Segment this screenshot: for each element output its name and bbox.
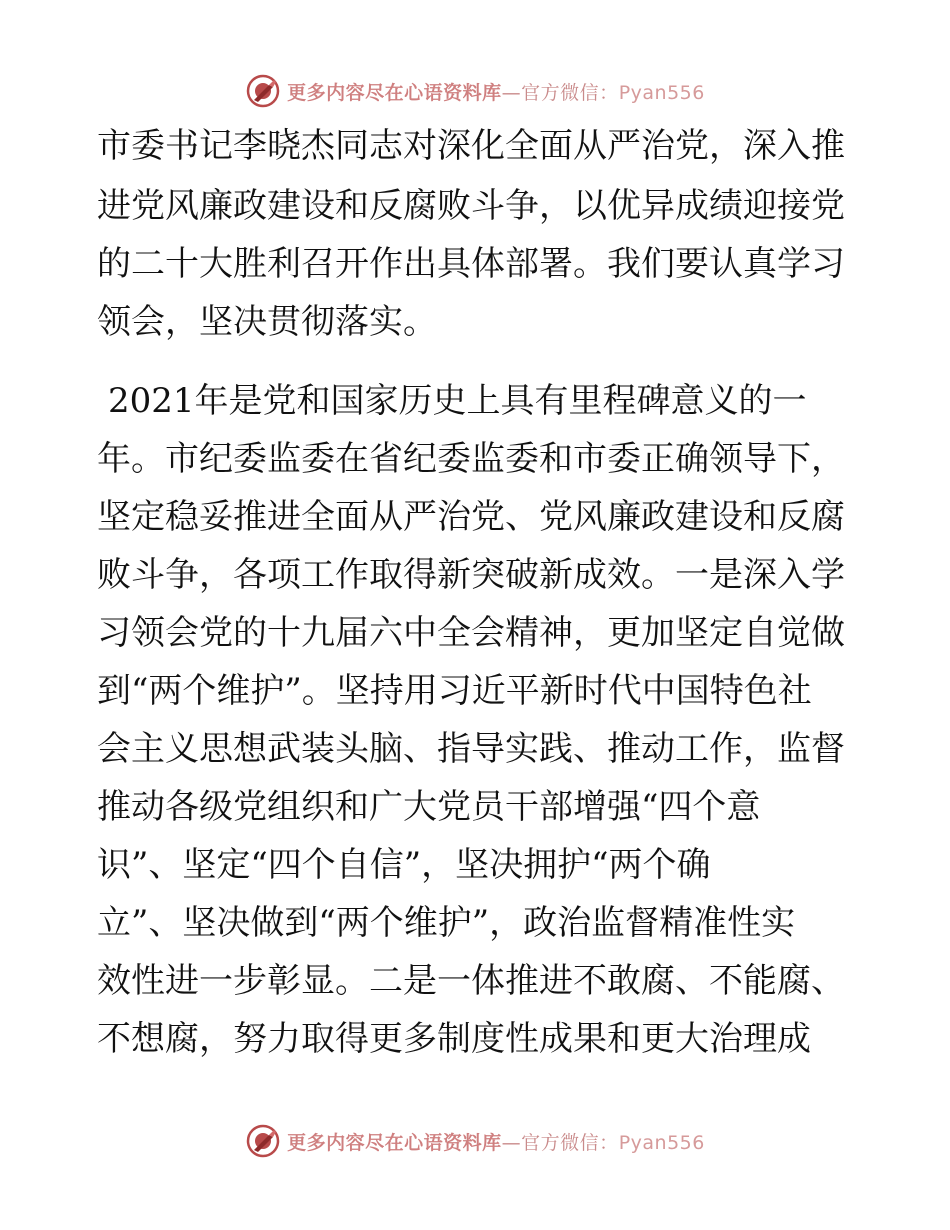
paragraph-1-line: 市委书记李晓杰同志对深化全面从严治党，深入推 [97,126,845,166]
watermark-label: 官方微信： [521,1131,619,1154]
paragraph-2-line: 2021年是党和国家历史上具有里程碑意义的一 [108,381,807,421]
paragraph-2-line: 年。市纪委监委在省纪委监委和市委正确领导下， [97,439,845,479]
paragraph-2-line: 败斗争，各项工作取得新突破新成效。一是深入学 [97,555,845,595]
paragraph-1-line: 的二十大胜利召开作出具体部署。我们要认真学习 [97,244,845,284]
paragraph-2-line: 推动各级党组织和广大党员干部增强“四个意 [97,787,761,827]
watermark-handle: Pyan556 [618,81,705,104]
watermark-dash: — [501,1131,522,1154]
header-watermark [0,71,950,111]
watermark-text [287,78,705,105]
pen-logo-icon [245,1123,281,1159]
paragraph-2-line: 会主义思想武装头脑、指导实践、推动工作，监督 [97,729,845,769]
paragraph-2-line: 不想腐，努力取得更多制度性成果和更大治理成 [97,1019,811,1059]
watermark-brand: 更多内容尽在心语资料库 [287,1131,502,1154]
paragraph-2-line: 坚定稳妥推进全面从严治党、党风廉政建设和反腐 [97,497,845,537]
paragraph-2-line: 到“两个维护”。坚持用习近平新时代中国特色社 [97,671,812,711]
paragraph-2-line: 习领会党的十九届六中全会精神，更加坚定自觉做 [97,613,845,653]
watermark-handle: Pyan556 [618,1131,705,1154]
watermark-text [287,1128,705,1155]
watermark-dash: — [501,81,522,104]
watermark-label: 官方微信： [521,81,619,104]
paragraph-2-line: 识”、坚定“四个自信”，坚决拥护“两个确 [97,845,711,885]
paragraph-1-line: 领会，坚决贯彻落实。 [97,302,437,342]
paragraph-1-line: 进党风廉政建设和反腐败斗争，以优异成绩迎接党 [97,186,845,226]
watermark-brand: 更多内容尽在心语资料库 [287,81,502,104]
footer-watermark [0,1121,950,1161]
pen-logo-icon [245,73,281,109]
paragraph-2-line: 效性进一步彰显。二是一体推进不敢腐、不能腐、 [97,961,845,1001]
paragraph-2-line: 立”、坚决做到“两个维护”，政治监督精准性实 [97,903,796,943]
